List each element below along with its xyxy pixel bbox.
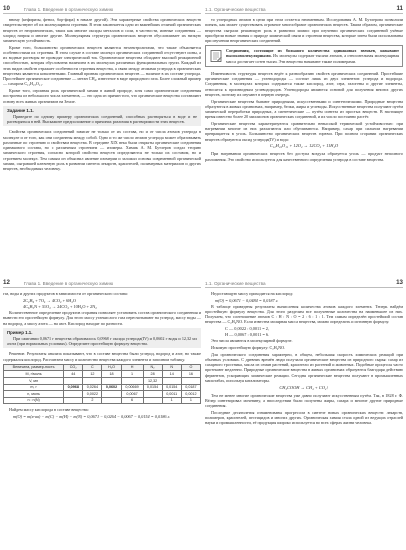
table-cell: 12,32 [143,377,162,384]
formula: C — 0,0022 : 0,0011 = 2, [225,326,269,332]
table-header-cell: H₂O [102,364,121,371]
table-cell: 0,0022 [83,391,102,398]
table-header-cell: N₂ [143,364,162,371]
page-header [3,4,201,14]
paragraph: Недостающую массу приходится на кислород: [211,291,294,296]
page-header [205,278,403,288]
paragraph: Последние десятилетия ознаменованы прогрессом в синтезе новых органических веществ: лекарств, полимеров, красителей, пестицидов и многих других. Органическая химия стала одной из ведущих отраслей науки и промышленности, её продукция широко используется во всех сферах жизни человека. [205,409,403,426]
table-cell: 0,0011 [162,391,181,398]
table-cell: M, г/моль [4,371,64,378]
table-cell: 1 [121,371,143,378]
table-cell: 18 [102,371,121,378]
table-row [4,391,201,398]
paragraph: Органические вещества бывают природными, искусственными и синтетическими. Природные вещества образуются в живых организмах, например, белки, жиры и углеводы. Искусственные вещества получают путём химической переработки природных, а синтетические — путём синтеза из простых веществ. В настоящее время известно более 20 миллионов органических соединений, и их число постоянно растёт. [205,98,403,120]
table-row [4,371,201,378]
table-cell [64,397,83,404]
calculation-table [3,364,201,405]
page-number: 11 [396,5,403,12]
table-cell [83,377,102,384]
table-cell: n : n(N) [4,397,64,404]
table-header-cell: C [83,364,102,371]
page-number: 10 [3,5,10,12]
table-cell: 14 [162,371,181,378]
chemical-equation: 4C₆H₅N + 31O₂ → 24CO₂ + 10H₂O + 2N₂ [23,303,97,309]
table-cell: 0,0154 [162,384,181,391]
example-title: Пример 1.1. [7,329,33,335]
table-cell: 0,0187 [181,384,200,391]
table-header-cell: N [162,364,181,371]
table-cell: 0,0067 [121,391,143,398]
paragraph: то углеродных атомов в цепи при этом остается неизменным. Исследования А. М. Бутлерова позволили понять, как может существовать огромное многообразие органических веществ. Таким образом, органические вещества сыграли решающую роль в развитии химии: при изучении органических соединений учёные приобрели новые знания о природе химической связи и строении вещества, которые затем были использованы при изучении неорганических соединений. [205,17,403,43]
table-row [4,377,201,384]
table-cell: 44 [64,371,83,378]
table-cell: V, мл [4,377,64,384]
paragraph: В таблице приведены результаты вычисления количества атомов каждого элемента. Теперь найдём простейшую формулу вещества. Для этого разделим все полученные количества на наименьшее из них. Получаем, что соотношение атомов C : H : N : O = 2 : 6 : 1 : 1. Тем самым определён простейший состав вещества — C₂H₆NO. Если известна молярная масса вещества, можно определить и истинную формулу. [205,303,403,325]
table-cell: 16 [181,371,200,378]
task-box [3,106,201,127]
paragraph: Эти числа являются в молекулярной формуле. [211,338,293,344]
table-cell: 1 [181,397,200,404]
table-header-cell: CO₂ [64,364,83,371]
table-cell [162,377,181,384]
definition-body: Их молекулы содержат тысячи атомов, а относительная молекулярная масса достигает сотен тысяч. Эти вещества называют также полимерами. [226,53,399,64]
chemical-equation: C₁₂H₂₂O₁₁ + 12O₂ → 12CO₂ + 11H₂O [269,143,339,149]
paragraph: Тем не менее многие органические вещества уже давно получают искусственным путём. Так, в 1828 г. Ф. Вёлер синтезировал мочевину, а впоследствии были получены жиры, сахара и многие другие природные соединения. [205,392,403,409]
table-cell [64,391,83,398]
table-header-cell: O [181,364,200,371]
table-cell: 0,0968 [64,384,83,391]
table-header-cell: Величина, размер-ность [4,364,64,371]
example-box [3,328,201,349]
running-title: 1.1. Органические вещества [205,7,266,12]
paragraph: Искомую простейшую формулу: C₂H₆NO. [211,345,286,351]
solution-text: Решение. Результаты анализа показывают, что в составе вещества были углерод, водород и азот, но также содержался кислород. Рассчитаем массу и количество вещества каждого элемента и заполним таблицу. [3,351,201,362]
paragraph: При нагревании органических веществ без доступа воздуха образуется уголь — продукт неполного разложения. Это свойство используется для качественного определения углерода в составе вещества. [205,151,403,162]
table-cell: n, моль [4,391,64,398]
paragraph: газ, воды и других продуктов в зависимости от органического состава: [3,291,128,296]
table-cell: 28 [143,371,162,378]
table-cell [102,377,121,384]
chemical-equation: CH₃COOH → CH₄ + CO₂↑ [279,384,329,390]
table-cell [102,391,121,398]
definition-term: Соединения, состоящие из большого количества одинаковых звеньев, называют высокомолекулярными. [226,48,399,59]
table-cell [143,391,162,398]
paragraph: Свойства органических соединений зависят не только от их состава, но и от числа атомов углерода в молекуле и от того, как они соединены между собой. Одно и то же число атомов углерода может образовывать различные по строению и свойствам вещества. В середине XIX века были открыты органические соединения одинакового состава, но с различным строением — изомеры. Химик А. М. Бутлеров создал теорию химического строения, согласно которой свойства веществ определяются не только их составом, но и строением молекул. Тем самым он объяснил явление изомерии и заложил основы современной органической химии, сыгравшей ключевую роль в развитии синтеза лекарств, красителей, полимерных материалов и других веществ, необходимых человеку. [3,129,201,172]
task-text: Приведите по одному примеру органических соединений, способных растворяться в воде и не растворяться в ней. Выскажите предположение о причинах различия в растворимости этих веществ. [7,113,197,125]
running-title: Глава 1. Введение в органическую химию [23,7,114,12]
paragraph: Найдем массу кислорода в составе вещества: [9,407,89,413]
definition-box [205,45,403,67]
table-row [4,384,201,391]
page-12 [3,278,201,548]
table-cell: 2 [83,397,102,404]
table-cell: 0,0154 [143,384,162,391]
table-row [4,397,201,404]
table-cell: 0,00669 [121,384,143,391]
running-title: 1.1. Органические вещества [205,281,266,286]
table-cell: m, г [4,384,64,391]
table-cell [64,377,83,384]
running-title: Глава 1. Введение в органическую химию [23,281,114,286]
page-header [3,278,201,288]
table-cell: 0,0602 [102,384,121,391]
table-header-cell: H [121,364,143,371]
table-cell [102,397,121,404]
page-header [205,4,403,14]
paragraph: Количественное определение продуктов сгорания позволяет установить состав органического соединения и вывести его простейшую формулу. Для этого массу углекислого газа пересчитывают на углерод, массу воды — на водород, а массу азота — на азот. Кислород находят по разности. [3,310,201,326]
table-cell: 1 [162,397,181,404]
task-title: Задание 1.1. [7,107,34,113]
page-13 [205,278,403,548]
paragraph: Для органического соединения характерно, в общем, небольшая скорость химических реакций при обычных условиях. С древних времён люди получали органические вещества из природного сырья: сахар из сахарного тростника, масла из семян растений, красители из растений и животных. Подобные процессы часто протекают медленно. Природные органические вещества в живых организмах образуются благодаря действию ферментов, ускоряющих химические реакции. Сегодня органические вещества получают в промышленных масштабах, используя катализаторы. [205,351,403,383]
paragraph: Кроме того, огромная роль органической химии в живой природе, хотя сами органические соединения построены из небольшого числа элементов, — это одна из причин того, что органические вещества составляют основу всех живых организмов на Земле. [3,88,201,104]
table-cell: 6 [121,397,143,404]
paragraph: вному (кефиризы, фенол, бор-фира) в начале другой). Эти характерные свойства органических веществ свидетельствуют об их молекулярном строении. В этом заключается одно из важнейших отличий органических веществ от неорганических, таких как многие оксиды металлов и соли, в частности, ионные соединения — хлорид натрия и многие другие. Молекулярная структура органических веществ обусловливает их низкую химическую устойчивость. [3,17,201,43]
page-number: 12 [3,279,10,286]
table-cell: 0,0012 [181,391,200,398]
paragraph: Изменчивость структуры веществ ведёт к разнообразию свойств органических соединений. Простейшие органические соединения — углеводороды — состоят лишь из двух элементов: углерода и водорода. Соединения, в молекулах которых содержатся также кислород, азот, сера, галогены и другие элементы, относятся к производным углеводородов. Углеводороды являются основой для получения многих других веществ, поэтому их изучают в первую очередь. [205,70,403,97]
table-cell: 0,0264 [83,384,102,391]
formula: H — 0,0067 : 0,0011 = 6. [225,332,270,338]
paragraph: Органические вещества характеризуются сравнительно невысокой термической устойчивостью: при нагревании многие из них разлагаются или обугливаются. Например, сахар при сильном нагревании превращается в уголь. Большинство органических веществ горючи. При полном сгорании органических веществ образуются оксид углерода(IV) и вода: [205,120,403,142]
table-cell [181,377,200,384]
table-cell [143,397,162,404]
page-11 [205,4,403,274]
page-10 [3,4,201,274]
paragraph: Кроме того, большинство органических веществ являются неэлектролитами, что также объясняется особенностями их строения. В этом случае в составе молекул органических соединений отсутствуют ионы, а их водные растворы не проводят электрический ток. Органические вещества обладают высокой реакционной способностью, которая обусловлена наличием в их молекулах различных функциональных групп. Каждый из этих видов свойств отражает особенности строения вещества, а связи между атомами углерода в органических веществах являются ковалентными. Главный признак органических веществ — наличие в их составе углерода. Простейшее органическое соединение — метан CH₄, известное в виде природного газа. Более сложный пример — сахароза C₁₂H₂₂O₁₁. [3,44,201,87]
example-text: При сжигании 0,0671 г вещества образовалось 0,0968 г оксида углерода(IV) и 0,0602 г воды и 12,32 мл азота (при нормальных условиях). Определите простейшую формулу вещества. [7,335,197,347]
table-cell [121,377,143,384]
notebook-icon [209,49,223,63]
chemical-equation: 2C₂H₆ + 7O₂ → 4CO₂ + 6H₂O [23,297,76,303]
formula: m(O) = 0,0671 − 0,0484 = 0,0187 г. [215,297,279,303]
formula: m(O) = m(в-ва) − m(C) − m(H) − m(N) = 0,0671 − 0,0264 − 0,0067 − 0,0154 = 0,0186 г. [13,414,171,419]
table-cell: 12 [83,371,102,378]
page-number: 13 [396,279,403,286]
definition-text [226,48,399,64]
